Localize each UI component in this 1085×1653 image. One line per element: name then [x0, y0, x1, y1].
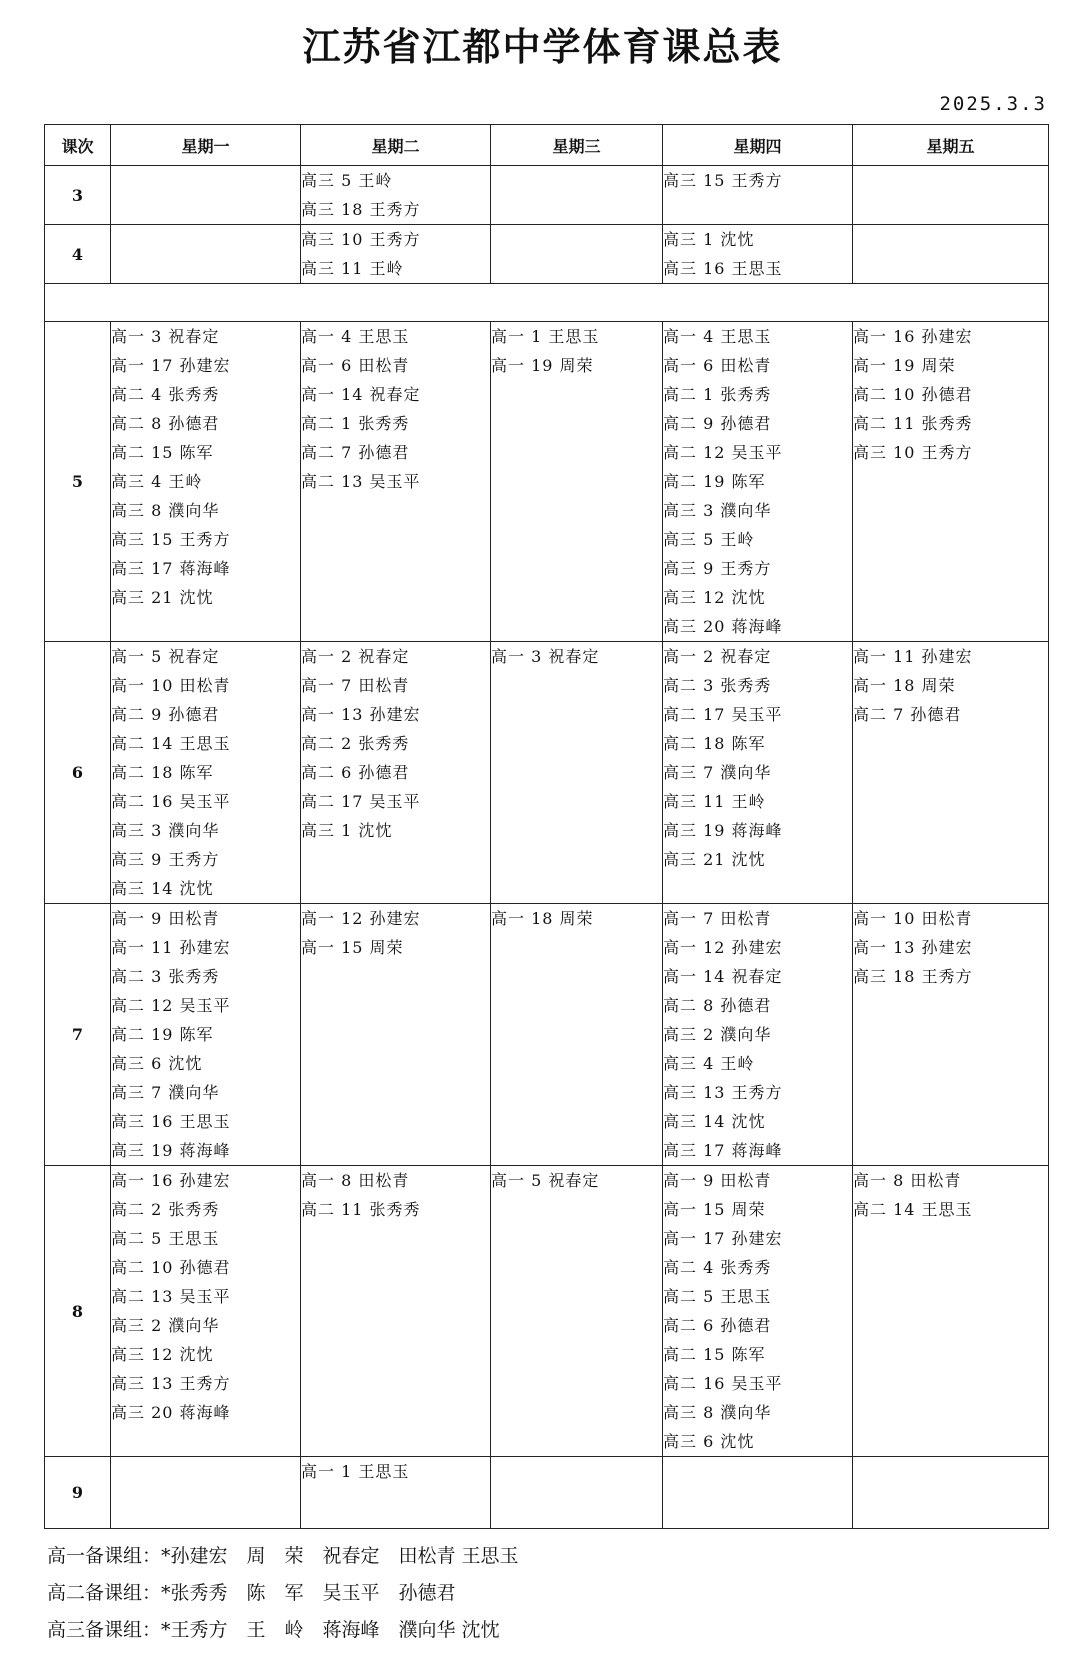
- class-entry: 高二 9 孙德君: [111, 705, 220, 724]
- class-entry: 高二 7 孙德君: [853, 705, 962, 724]
- class-entry: 高三 20 蒋海峰: [663, 617, 783, 636]
- date-label: 2025.3.3: [939, 93, 1047, 115]
- period-row: [45, 904, 1049, 1166]
- header-day: 星期二: [301, 125, 491, 166]
- class-entry: 高一 14 祝春定: [301, 385, 421, 404]
- class-entry: 高三 1 沈忱: [301, 821, 393, 840]
- schedule-cell: [853, 166, 1049, 225]
- header-day: 星期五: [853, 125, 1049, 166]
- class-entry: 高一 17 孙建宏: [111, 356, 231, 375]
- class-entry: 高二 8 孙德君: [111, 414, 220, 433]
- class-entry: 高三 19 蒋海峰: [111, 1141, 231, 1160]
- schedule-cell: [301, 1166, 491, 1457]
- schedule-cell: [111, 166, 301, 225]
- class-entry: 高二 14 王思玉: [853, 1200, 973, 1219]
- schedule-cell: [663, 642, 853, 904]
- class-entry: 高二 5 王思玉: [663, 1287, 772, 1306]
- class-entry: 高一 12 孙建宏: [301, 909, 421, 928]
- class-entry: 高一 7 田松青: [663, 909, 772, 928]
- class-entry: 高一 7 田松青: [301, 676, 410, 695]
- class-entry: 高一 12 孙建宏: [663, 938, 783, 957]
- class-entry: 高二 11 张秀秀: [853, 414, 973, 433]
- class-entry: 高三 3 濮向华: [663, 501, 772, 520]
- class-entry: 高一 1 王思玉: [491, 327, 600, 346]
- schedule-cell: [491, 904, 663, 1166]
- class-entry: 高一 13 孙建宏: [301, 705, 421, 724]
- class-entry: 高二 13 吴玉平: [301, 472, 421, 491]
- class-entry: 高一 13 孙建宏: [853, 938, 973, 957]
- class-entry: 高一 8 田松青: [301, 1171, 410, 1190]
- class-entry: 高一 11 孙建宏: [853, 647, 973, 666]
- class-entry: 高二 3 张秀秀: [111, 967, 220, 986]
- class-entry: 高二 18 陈军: [663, 734, 766, 753]
- class-entry: 高一 4 王思玉: [663, 327, 772, 346]
- class-entry: 高三 12 沈忱: [111, 1345, 214, 1364]
- schedule-cell: [491, 225, 663, 284]
- schedule-table: [44, 124, 1049, 1529]
- class-entry: 高二 6 孙德君: [663, 1316, 772, 1335]
- class-entry: 高一 9 田松青: [663, 1171, 772, 1190]
- class-entry: 高二 16 吴玉平: [111, 792, 231, 811]
- class-entry: 高二 12 吴玉平: [663, 443, 783, 462]
- schedule-cell: [301, 642, 491, 904]
- class-entry: 高二 17 吴玉平: [663, 705, 783, 724]
- class-entry: 高三 17 蒋海峰: [111, 559, 231, 578]
- period-number: 4: [45, 225, 111, 284]
- header-day: 星期四: [663, 125, 853, 166]
- class-entry: 高二 11 张秀秀: [301, 1200, 421, 1219]
- period-row: [45, 225, 1049, 284]
- schedule-cell: [853, 1457, 1049, 1529]
- schedule-cell: [491, 322, 663, 642]
- period-number: 5: [45, 322, 111, 642]
- class-entry: 高三 7 濮向华: [111, 1083, 220, 1102]
- class-entry: 高三 8 濮向华: [663, 1403, 772, 1422]
- schedule-cell: [491, 166, 663, 225]
- class-entry: 高三 14 沈忱: [663, 1112, 766, 1131]
- class-entry: 高一 15 周荣: [663, 1200, 766, 1219]
- class-entry: 高三 5 王岭: [663, 530, 755, 549]
- header-day: 星期三: [491, 125, 663, 166]
- class-entry: 高三 16 王思玉: [111, 1112, 231, 1131]
- schedule-cell: [853, 225, 1049, 284]
- class-entry: 高一 10 田松青: [111, 676, 231, 695]
- schedule-cell: [853, 642, 1049, 904]
- blank-separator-row: [45, 284, 1049, 322]
- class-entry: 高三 4 王岭: [111, 472, 203, 491]
- class-entry: 高三 10 王秀方: [301, 230, 421, 249]
- class-entry: 高三 11 王岭: [301, 259, 404, 278]
- schedule-cell: [301, 166, 491, 225]
- schedule-cell: [111, 904, 301, 1166]
- header-day: 星期一: [111, 125, 301, 166]
- schedule-cell: [663, 166, 853, 225]
- class-entry: 高二 10 孙德君: [853, 385, 973, 404]
- schedule-cell: [111, 322, 301, 642]
- class-entry: 高一 18 周荣: [491, 909, 594, 928]
- class-entry: 高三 15 王秀方: [111, 530, 231, 549]
- class-entry: 高三 1 沈忱: [663, 230, 755, 249]
- footer-groups: [47, 1538, 519, 1649]
- schedule-cell: [301, 322, 491, 642]
- class-entry: 高三 9 王秀方: [663, 559, 772, 578]
- class-entry: 高一 16 孙建宏: [853, 327, 973, 346]
- schedule-cell: [301, 1457, 491, 1529]
- page-title: 江苏省江都中学体育课总表: [302, 24, 783, 69]
- class-entry: 高二 10 孙德君: [111, 1258, 231, 1277]
- class-entry: 高三 15 王秀方: [663, 171, 783, 190]
- class-entry: 高三 13 王秀方: [663, 1083, 783, 1102]
- class-entry: 高二 19 陈军: [663, 472, 766, 491]
- class-entry: 高一 3 祝春定: [491, 647, 600, 666]
- class-entry: 高一 3 祝春定: [111, 327, 220, 346]
- schedule-cell: [853, 904, 1049, 1166]
- class-entry: 高一 14 祝春定: [663, 967, 783, 986]
- schedule-cell: [111, 225, 301, 284]
- header-row: [45, 125, 1049, 166]
- class-entry: 高三 14 沈忱: [111, 879, 214, 898]
- class-entry: 高三 18 王秀方: [301, 200, 421, 219]
- class-entry: 高三 21 沈忱: [111, 588, 214, 607]
- class-entry: 高二 12 吴玉平: [111, 996, 231, 1015]
- class-entry: 高一 6 田松青: [301, 356, 410, 375]
- class-entry: 高二 2 张秀秀: [301, 734, 410, 753]
- group-line-grade2: 高二备课组：*张秀秀 陈 军 吴玉平 孙德君: [47, 1582, 456, 1604]
- class-entry: 高三 2 濮向华: [111, 1316, 220, 1335]
- class-entry: 高一 11 孙建宏: [111, 938, 231, 957]
- schedule-cell: [491, 1457, 663, 1529]
- period-number: 8: [45, 1166, 111, 1457]
- class-entry: 高二 8 孙德君: [663, 996, 772, 1015]
- class-entry: 高三 10 王秀方: [853, 443, 973, 462]
- period-row: [45, 166, 1049, 225]
- class-entry: 高三 8 濮向华: [111, 501, 220, 520]
- class-entry: 高一 18 周荣: [853, 676, 956, 695]
- class-entry: 高一 8 田松青: [853, 1171, 962, 1190]
- class-entry: 高二 15 陈军: [663, 1345, 766, 1364]
- class-entry: 高三 3 濮向华: [111, 821, 220, 840]
- schedule-cell: [491, 1166, 663, 1457]
- class-entry: 高三 13 王秀方: [111, 1374, 231, 1393]
- class-entry: 高三 20 蒋海峰: [111, 1403, 231, 1422]
- period-row: [45, 1166, 1049, 1457]
- class-entry: 高三 7 濮向华: [663, 763, 772, 782]
- class-entry: 高二 6 孙德君: [301, 763, 410, 782]
- schedule-cell: [663, 1457, 853, 1529]
- schedule-cell: [663, 225, 853, 284]
- class-entry: 高三 21 沈忱: [663, 850, 766, 869]
- blank-separator-cell: [45, 284, 1049, 322]
- class-entry: 高三 12 沈忱: [663, 588, 766, 607]
- schedule-cell: [853, 1166, 1049, 1457]
- class-entry: 高二 2 张秀秀: [111, 1200, 220, 1219]
- period-row: [45, 1457, 1049, 1529]
- period-row: [45, 322, 1049, 642]
- class-entry: 高一 4 王思玉: [301, 327, 410, 346]
- class-entry: 高一 6 田松青: [663, 356, 772, 375]
- class-entry: 高一 5 祝春定: [491, 1171, 600, 1190]
- schedule-cell: [663, 322, 853, 642]
- class-entry: 高一 19 周荣: [491, 356, 594, 375]
- class-entry: 高二 1 张秀秀: [663, 385, 772, 404]
- class-entry: 高二 9 孙德君: [663, 414, 772, 433]
- class-entry: 高三 5 王岭: [301, 171, 393, 190]
- class-entry: 高一 19 周荣: [853, 356, 956, 375]
- class-entry: 高二 4 张秀秀: [111, 385, 220, 404]
- class-entry: 高一 15 周荣: [301, 938, 404, 957]
- class-entry: 高二 4 张秀秀: [663, 1258, 772, 1277]
- class-entry: 高二 14 王思玉: [111, 734, 231, 753]
- period-number: 6: [45, 642, 111, 904]
- class-entry: 高二 17 吴玉平: [301, 792, 421, 811]
- class-entry: 高三 6 沈忱: [111, 1054, 203, 1073]
- class-entry: 高一 1 王思玉: [301, 1462, 410, 1481]
- schedule-cell: [663, 1166, 853, 1457]
- class-entry: 高三 17 蒋海峰: [663, 1141, 783, 1160]
- schedule-cell: [111, 642, 301, 904]
- class-entry: 高二 15 陈军: [111, 443, 214, 462]
- class-entry: 高三 19 蒋海峰: [663, 821, 783, 840]
- class-entry: 高二 18 陈军: [111, 763, 214, 782]
- class-entry: 高三 18 王秀方: [853, 967, 973, 986]
- class-entry: 高三 11 王岭: [663, 792, 766, 811]
- group-line-grade1: 高一备课组：*孙建宏 周 荣 祝春定 田松青 王思玉: [47, 1545, 519, 1567]
- class-entry: 高三 6 沈忱: [663, 1432, 755, 1451]
- schedule-cell: [301, 225, 491, 284]
- class-entry: 高三 2 濮向华: [663, 1025, 772, 1044]
- class-entry: 高一 16 孙建宏: [111, 1171, 231, 1190]
- class-entry: 高一 10 田松青: [853, 909, 973, 928]
- class-entry: 高一 2 祝春定: [301, 647, 410, 666]
- class-entry: 高二 16 吴玉平: [663, 1374, 783, 1393]
- header-period: 课次: [45, 125, 111, 166]
- class-entry: 高三 16 王思玉: [663, 259, 783, 278]
- class-entry: 高二 13 吴玉平: [111, 1287, 231, 1306]
- class-entry: 高一 2 祝春定: [663, 647, 772, 666]
- schedule-cell: [111, 1457, 301, 1529]
- period-number: 7: [45, 904, 111, 1166]
- class-entry: 高二 3 张秀秀: [663, 676, 772, 695]
- class-entry: 高三 9 王秀方: [111, 850, 220, 869]
- class-entry: 高三 4 王岭: [663, 1054, 755, 1073]
- period-number: 9: [45, 1457, 111, 1529]
- schedule-cell: [491, 642, 663, 904]
- class-entry: 高一 17 孙建宏: [663, 1229, 783, 1248]
- class-entry: 高二 19 陈军: [111, 1025, 214, 1044]
- class-entry: 高二 7 孙德君: [301, 443, 410, 462]
- class-entry: 高一 5 祝春定: [111, 647, 220, 666]
- group-line-grade3: 高三备课组：*王秀方 王 岭 蒋海峰 濮向华 沈忱: [47, 1619, 500, 1641]
- class-entry: 高一 9 田松青: [111, 909, 220, 928]
- class-entry: 高二 5 王思玉: [111, 1229, 220, 1248]
- schedule-cell: [853, 322, 1049, 642]
- period-row: [45, 642, 1049, 904]
- schedule-cell: [301, 904, 491, 1166]
- class-entry: 高二 1 张秀秀: [301, 414, 410, 433]
- schedule-cell: [663, 904, 853, 1166]
- schedule-cell: [111, 1166, 301, 1457]
- period-number: 3: [45, 166, 111, 225]
